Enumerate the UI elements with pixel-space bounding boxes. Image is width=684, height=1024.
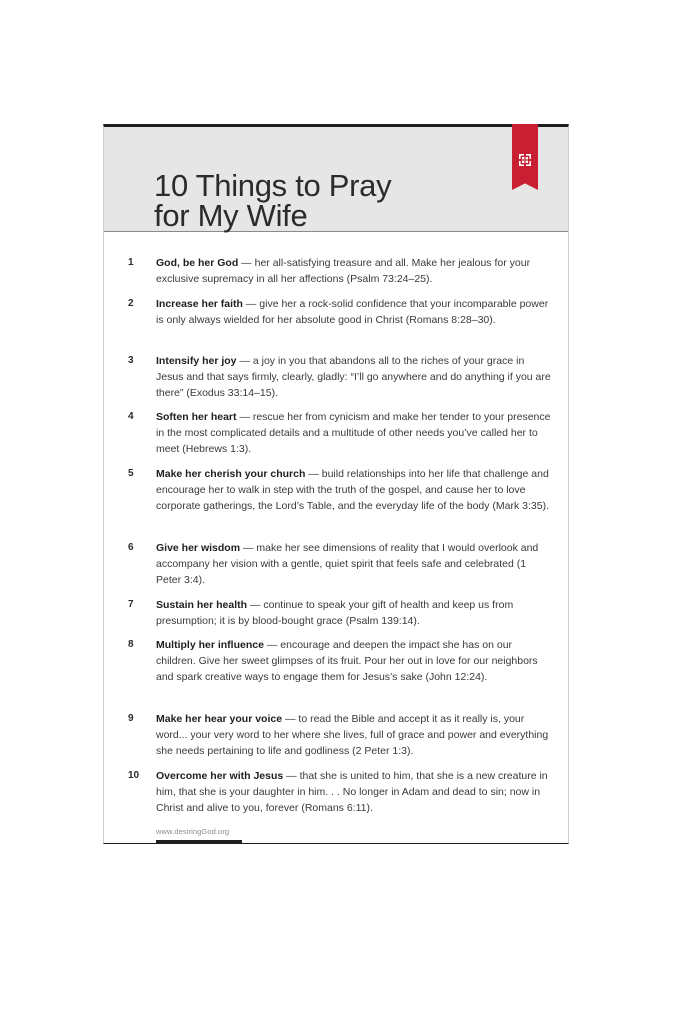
item-heading: Overcome her with Jesus (156, 770, 284, 782)
item-body: — a joy in you that abandons all to the riches of your grace in Jesus and that says firmly, clearly, gladly: “I’ll go anywhere and do anything if you are there” (Exodus 33:14–15). (156, 355, 551, 400)
item-heading: Make her cherish your church (156, 468, 306, 480)
item-heading: Intensify her joy (156, 355, 237, 367)
item-text (156, 255, 551, 287)
item-heading: God, be her God (156, 257, 239, 269)
item-number: 9 (128, 713, 134, 724)
item-text (156, 409, 551, 458)
item-number: 5 (128, 468, 134, 479)
item-body: — make her see dimensions of reality that I would overlook and accompany her vision with a gentle, quiet spirit that feels safe and celebrated (1 Peter 3:4). (156, 542, 539, 587)
item-number: 8 (128, 639, 134, 650)
item-text (156, 768, 551, 817)
item-number: 2 (128, 298, 134, 309)
footer-url: www.desiringGod.org (156, 827, 230, 836)
item-body: — build relationships into her life that challenge and encourage her to walk in step with the truth of the gospel, and cause her to love corporate gatherings, the Lord’s Table, and the everyday life of the body (Mark 3:35). (156, 468, 550, 513)
item-body: — her all-satisfying treasure and all. Make her jealous for your exclusive supremacy in all her affections (Psalm 73:24–25). (156, 257, 531, 286)
item-heading: Soften her heart (156, 411, 237, 423)
title-line-1: 10 Things to Pray (154, 168, 392, 203)
card-header (104, 127, 568, 232)
item-number: 3 (128, 355, 134, 366)
item-text (156, 466, 551, 515)
item-number: 7 (128, 599, 134, 610)
item-text (156, 597, 551, 629)
item-heading: Give her wisdom (156, 542, 241, 554)
item-heading: Make her hear your voice (156, 713, 283, 725)
item-body: — continue to speak your gift of health and keep us from presumption; it is by blood-bought grace (Psalm 139:14). (156, 599, 514, 628)
item-body: — that she is united to him, that she is a new creature in him, that she is your daughter in him. . . No longer in Adam and dead to sin; now in Christ and alive to you, forever (Romans 6:11). (156, 770, 548, 815)
item-body: — give her a rock-solid confidence that your incomparable power is only always wielded for her absolute good in Christ (Romans 8:28–30). (156, 298, 549, 327)
item-body: — encourage and deepen the impact she has on our children. Give her sweet glimpses of its fruit. Pour her out in love for our neighbors and spark creative ways to engage them for Jesus’s sake (John 12:24). (156, 639, 538, 684)
title-line-2: for My Wife (154, 198, 308, 233)
desiringgod-logo-icon (512, 124, 538, 190)
item-heading: Sustain her health (156, 599, 248, 611)
page-title (154, 168, 392, 233)
item-number: 10 (128, 770, 140, 781)
item-body: — rescue her from cynicism and make her tender to your presence in the most complicated details and a multitude of other needs you’ve called her to meet (Hebrews 1:3). (156, 411, 551, 456)
item-text (156, 540, 551, 589)
item-heading: Multiply her influence (156, 639, 264, 651)
item-number: 1 (128, 257, 134, 268)
footer-rule (156, 840, 242, 843)
prayer-card (103, 124, 569, 844)
item-text (156, 353, 551, 402)
item-text (156, 296, 551, 328)
item-body: — to read the Bible and accept it as it really is, your word... your very word to her where she lives, full of grace and power and everything she needs pertaining to life and godliness (2 Peter 1:3). (156, 713, 549, 758)
item-number: 6 (128, 542, 134, 553)
item-text (156, 711, 551, 760)
item-heading: Increase her faith (156, 298, 243, 310)
item-number: 4 (128, 411, 134, 422)
item-text (156, 637, 551, 686)
